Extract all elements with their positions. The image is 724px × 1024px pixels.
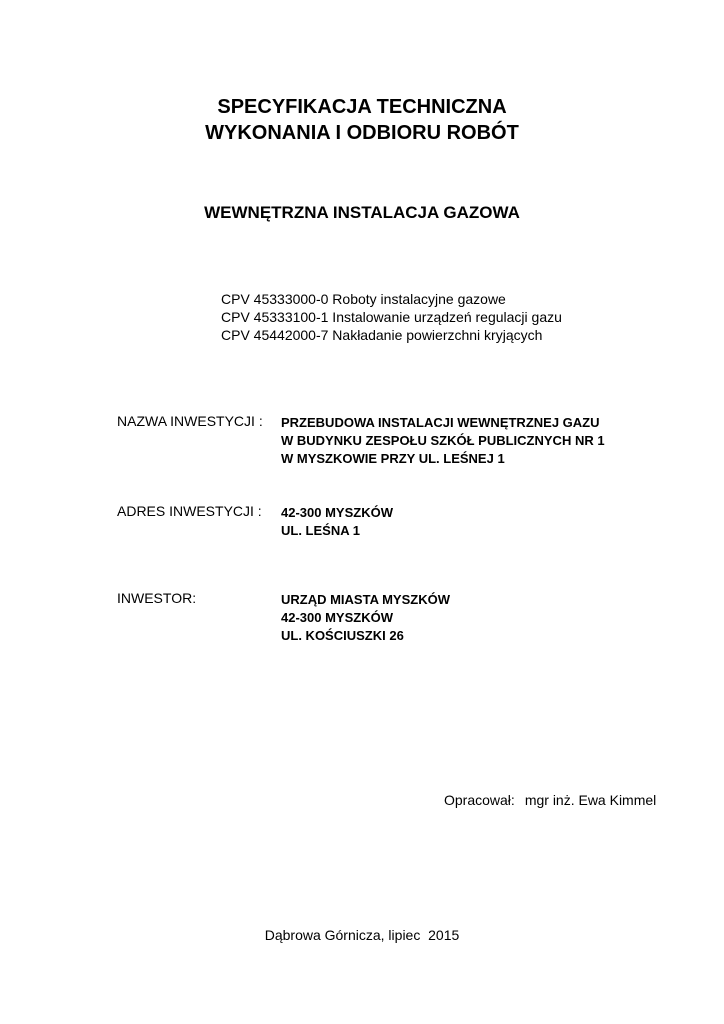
prepared-by [444, 792, 656, 808]
investor-line: UL. KOŚCIUSZKI 26 [281, 628, 404, 643]
investment-address-line: UL. LEŚNA 1 [281, 523, 360, 538]
cpv-item: CPV 45333100-1 Instalowanie urządzeń regulacji gazu [221, 309, 562, 325]
investor-label: INWESTOR: [117, 590, 197, 606]
investor-line: URZĄD MIASTA MYSZKÓW [281, 592, 450, 607]
investor-value [281, 591, 450, 645]
investment-address-label: ADRES INWESTYCJI : [117, 503, 262, 519]
investment-address-line: 42-300 MYSZKÓW [281, 505, 393, 520]
cpv-list [221, 290, 562, 344]
prepared-by-label: Opracował: [444, 792, 515, 808]
cpv-item: CPV 45333000-0 Roboty instalacyjne gazowe [221, 291, 506, 307]
document-subtitle: WEWNĘTRZNA INSTALACJA GAZOWA [204, 203, 520, 222]
investment-name-line: PRZEBUDOWA INSTALACJI WEWNĘTRZNEJ GAZU [281, 415, 600, 430]
investment-name-line: W MYSZKOWIE PRZY UL. LEŚNEJ 1 [281, 451, 505, 466]
investment-name-line: W BUDYNKU ZESPOŁU SZKÓŁ PUBLICZNYCH NR 1 [281, 433, 605, 448]
place-and-date: Dąbrowa Górnicza, lipiec 2015 [264, 927, 460, 943]
investment-name-value [281, 414, 605, 468]
investment-name-label: NAZWA INWESTYCJI : [117, 413, 263, 429]
title-line-2: WYKONANIA I ODBIORU ROBÓT [205, 122, 519, 144]
title-line-1: SPECYFIKACJA TECHNICZNA [217, 96, 507, 118]
investment-address-value [281, 504, 393, 540]
cpv-item: CPV 45442000-7 Nakładanie powierzchni kryjących [221, 327, 543, 343]
prepared-by-name: mgr inż. Ewa Kimmel [524, 792, 657, 808]
document-title [0, 94, 724, 146]
investor-line: 42-300 MYSZKÓW [281, 610, 393, 625]
